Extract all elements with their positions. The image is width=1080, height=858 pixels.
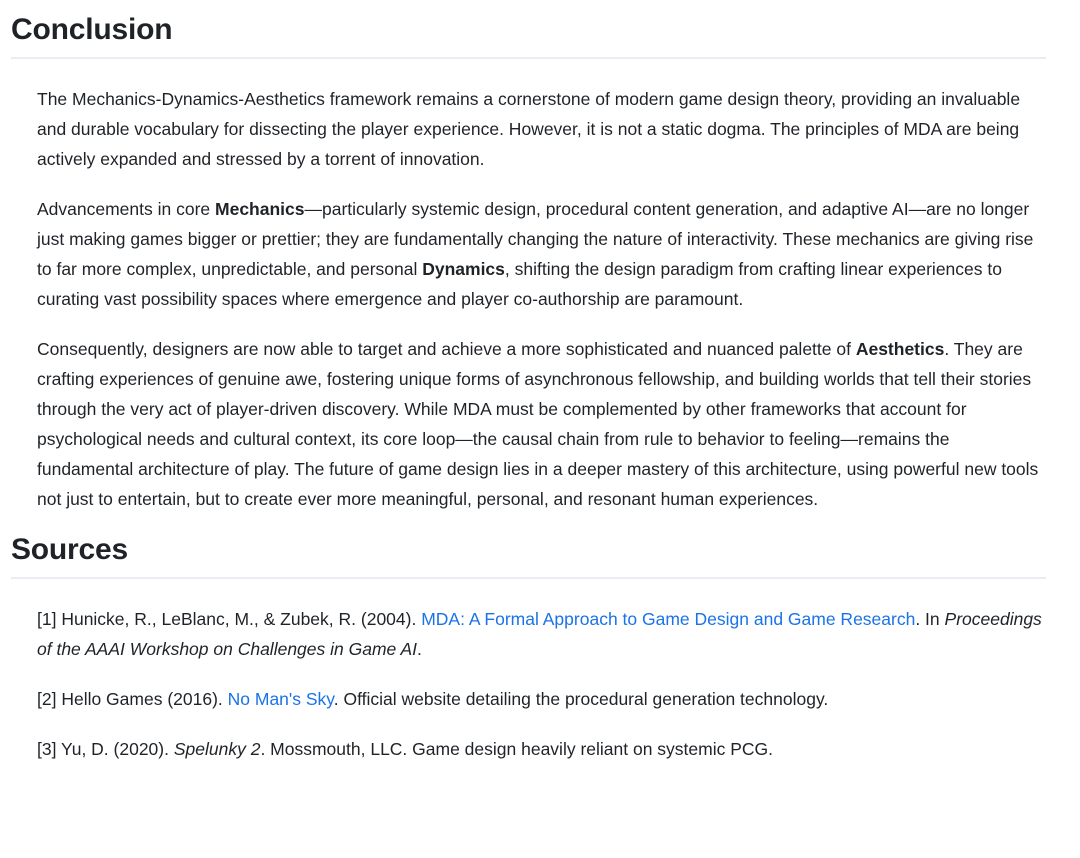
text-run: . In bbox=[915, 609, 945, 629]
text-run: —particularly systemic design, procedural content generation, and adaptive AI—are no longer just making games bigger or prettier; they are fundamentally changing the nature of interactivity. These mechanics are giving rise to far more complex, unpredictable, and personal bbox=[37, 199, 1034, 279]
heading-divider bbox=[11, 577, 1046, 579]
source-entry-2 bbox=[37, 684, 1045, 714]
text-run: . Official website detailing the procedural generation technology. bbox=[333, 689, 829, 709]
text-run: . Mossmouth, LLC. Game design heavily reliant on systemic PCG. bbox=[260, 739, 774, 759]
emphasis-text: Aesthetics bbox=[855, 339, 945, 359]
text-run: , shifting the design paradigm from crafting linear experiences to curating vast possibility spaces where emergence and player co-authorship are paramount. bbox=[37, 259, 1002, 309]
source-link[interactable]: MDA: A Formal Approach to Game Design and Game Research bbox=[421, 609, 916, 629]
conclusion-heading: Conclusion bbox=[11, 13, 173, 46]
text-run: Consequently, designers are now able to target and achieve a more sophisticated and nuanced palette of bbox=[37, 339, 856, 359]
conclusion-paragraph-3 bbox=[37, 334, 1045, 514]
source-entry-1 bbox=[37, 604, 1045, 664]
emphasis-text: Dynamics bbox=[422, 259, 505, 279]
text-run: The Mechanics-Dynamics-Aesthetics framework remains a cornerstone of modern game design theory, providing an invaluable and durable vocabulary for dissecting the player experience. However, it is not a static dogma. The principles of MDA are being actively expanded and stressed by a torrent of innovation. bbox=[37, 89, 1021, 169]
emphasis-text: Mechanics bbox=[215, 199, 305, 219]
section-sources bbox=[11, 533, 1046, 764]
text-run: . bbox=[417, 639, 422, 659]
heading-divider bbox=[11, 57, 1046, 59]
italic-text: Spelunky 2 bbox=[173, 739, 261, 759]
source-entry-3 bbox=[37, 734, 1045, 764]
section-conclusion bbox=[11, 13, 1046, 514]
italic-text: Proceedings of the AAAI Workshop on Challenges in Game AI bbox=[37, 609, 1042, 659]
conclusion-paragraph-2 bbox=[37, 194, 1045, 314]
conclusion-paragraph-1 bbox=[37, 84, 1045, 174]
text-run: Advancements in core bbox=[37, 199, 216, 219]
source-link[interactable]: No Man's Sky bbox=[227, 689, 334, 709]
text-run: . They are crafting experiences of genuine awe, fostering unique forms of asynchronous fellowship, and building worlds that tell their stories through the very act of player-driven discovery. While MDA must be complemented by other frameworks that account for psychological needs and cultural context, its core loop—the causal chain from rule to behavior to feeling—remains the fundamental architecture of play. The future of game design lies in a deeper mastery of this architecture, using powerful new tools not just to entertain, but to create ever more meaningful, personal, and resonant human experiences. bbox=[37, 339, 1039, 509]
text-run: [2] Hello Games (2016). bbox=[37, 689, 228, 709]
sources-heading: Sources bbox=[11, 533, 128, 566]
text-run: [1] Hunicke, R., LeBlanc, M., & Zubek, R. (2004). bbox=[37, 609, 422, 629]
text-run: [3] Yu, D. (2020). bbox=[37, 739, 174, 759]
